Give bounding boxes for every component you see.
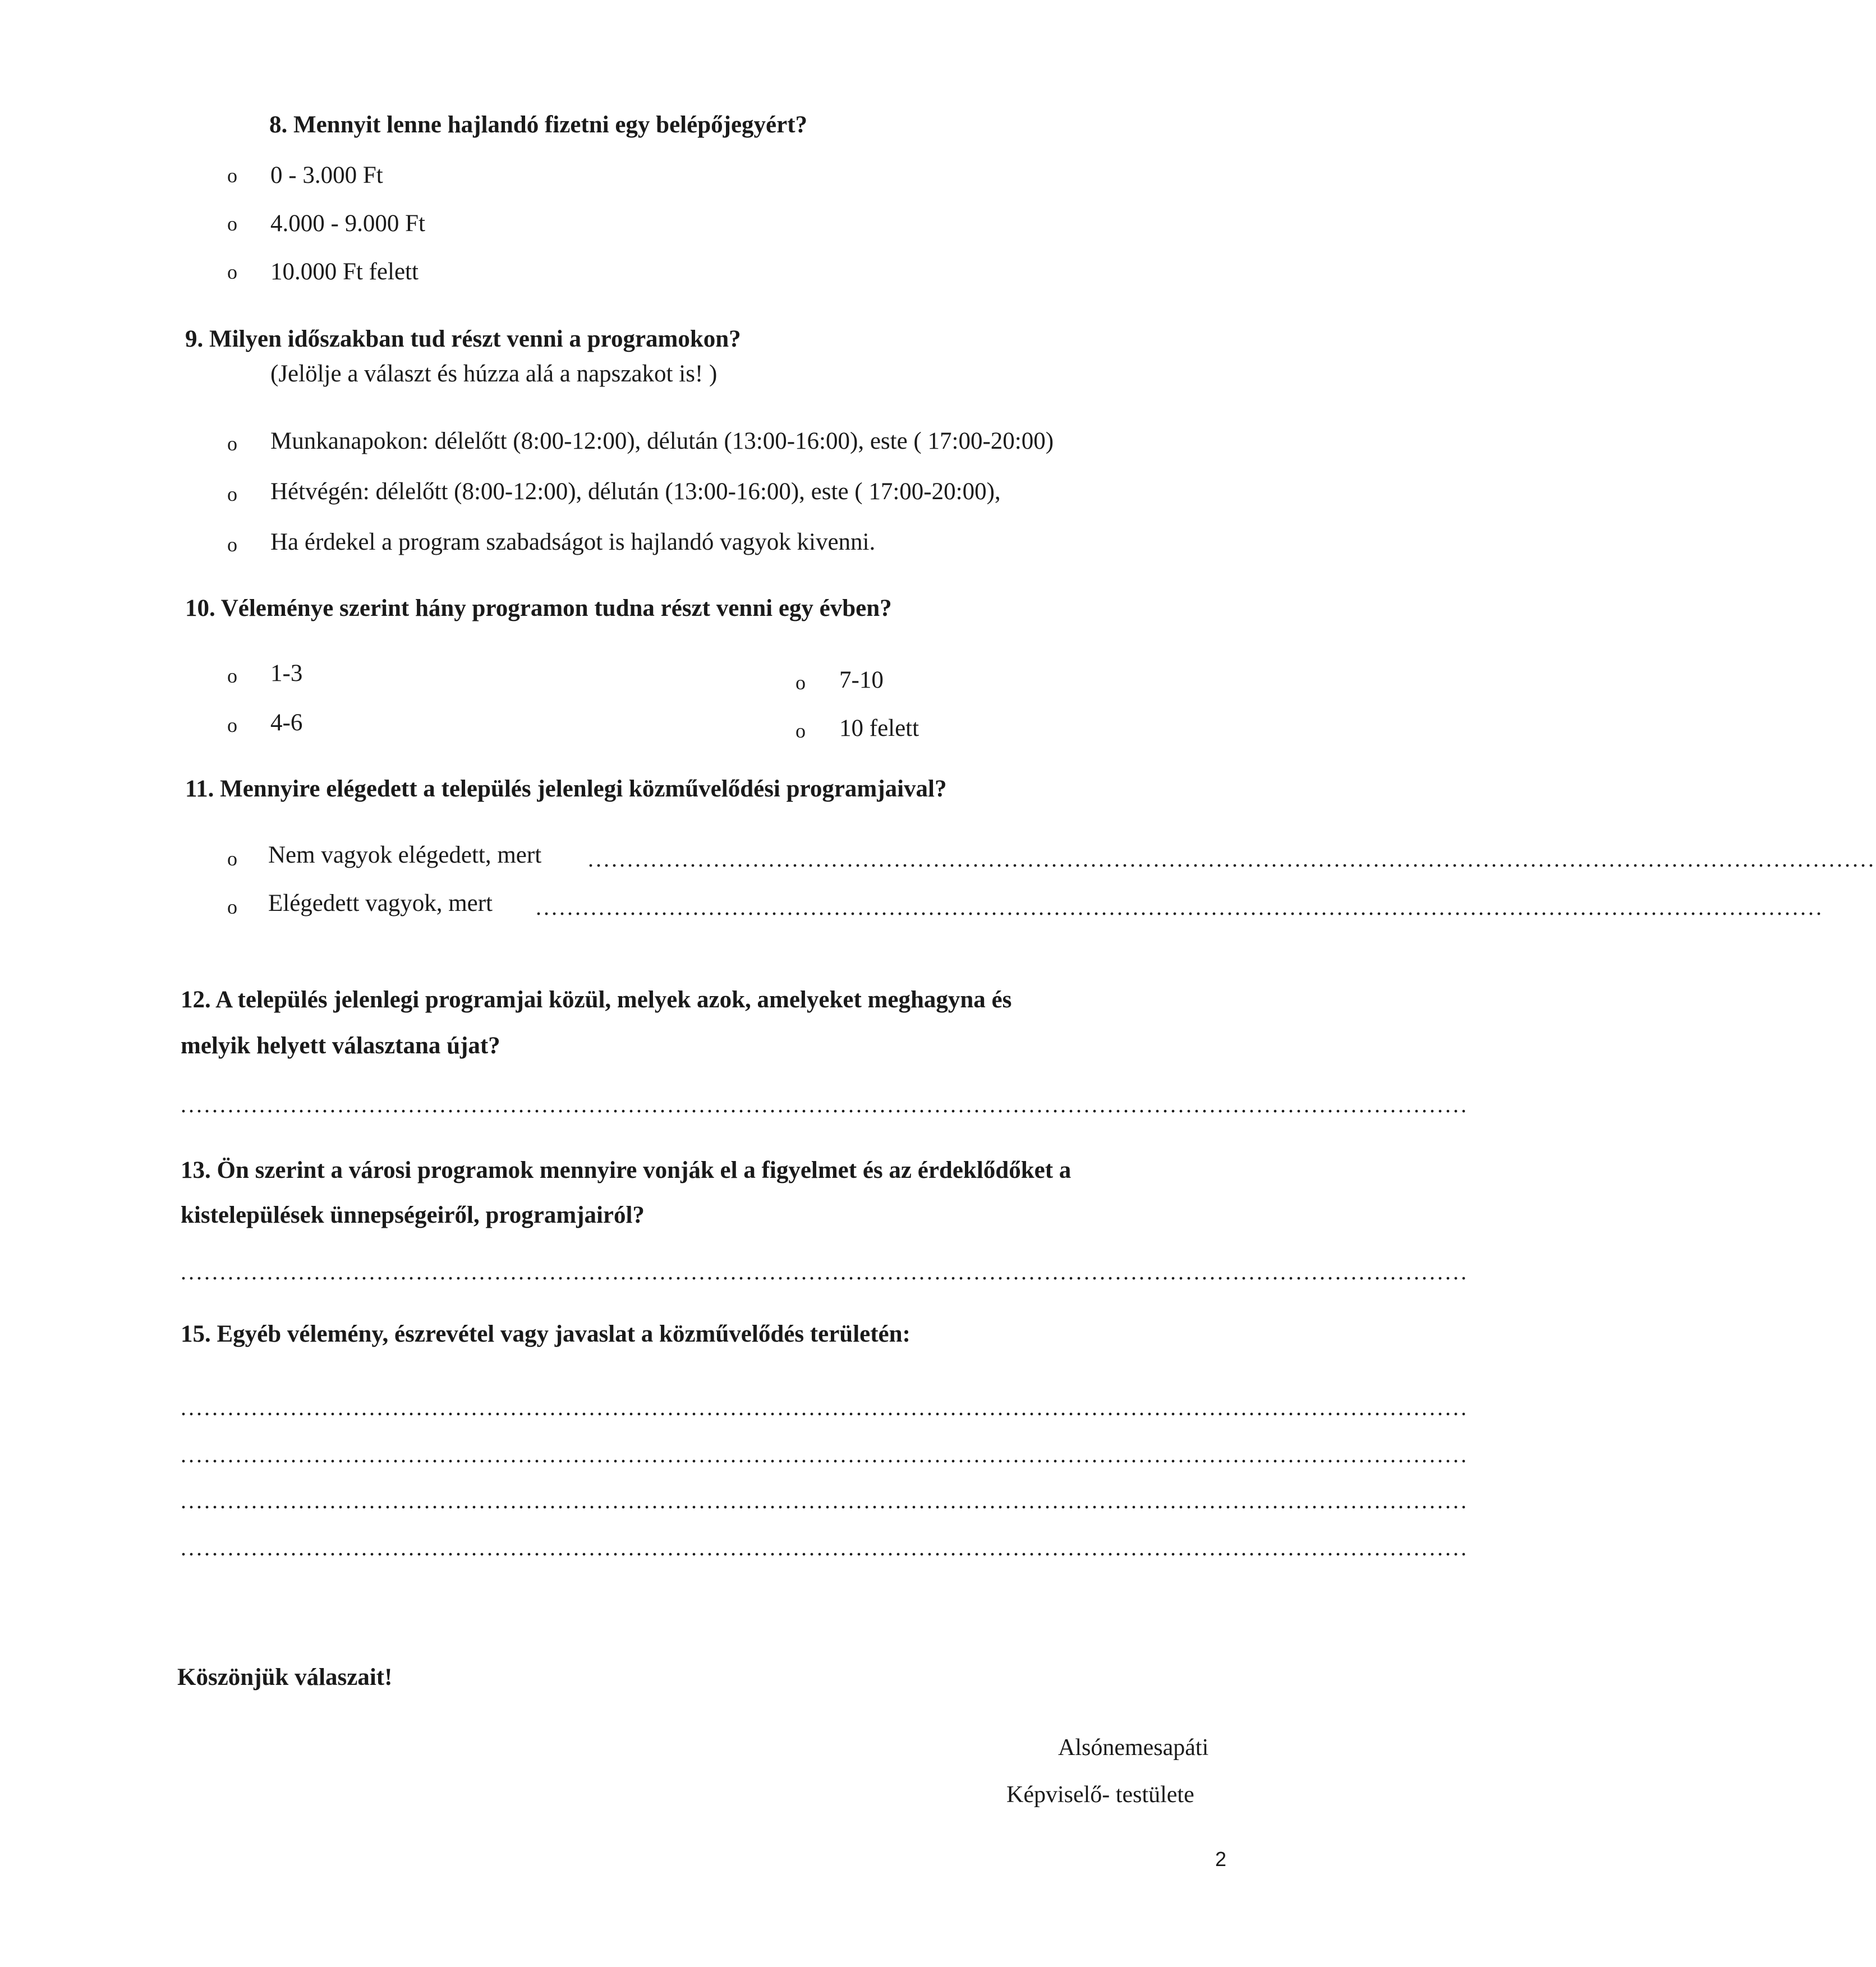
q8-opt2-radio[interactable]: o [227,213,237,235]
q9-opt3-label: Ha érdekel a program szabadságot is hajlandó vagyok kivenni. [270,529,876,555]
q11-opt2-answer-line[interactable]: .................................................................................................................................................................... [536,895,1824,920]
q11-opt1-label: Nem vagyok elégedett, mert [268,842,542,868]
q12-title-line1: 12. A település jelenlegi programjai közül, melyek azok, amelyeket meghagyna és [181,987,1012,1013]
q10-opt3-label: 7-10 [839,667,884,693]
q10-opt4-radio[interactable]: o [796,720,806,742]
q9-title: 9. Milyen időszakban tud részt venni a programokon? [185,326,741,352]
q9-opt2-label: Hétvégén: délelőtt (8:00-12:00), délután (13:00-16:00), este ( 17:00-20:00), [270,478,1001,505]
q11-title: 11. Mennyire elégedett a település jelenlegi közművelődési programjaival? [185,776,947,802]
q15-answer-line-3[interactable]: .................................................................................................................................................................... [181,1488,1469,1513]
q10-opt1-radio[interactable]: o [227,665,237,687]
page-number: 2 [1215,1848,1227,1871]
q10-opt2-label: 4-6 [270,710,303,736]
q13-title-line1: 13. Ön szerint a városi programok mennyire vonják el a figyelmet és az érdeklődőket a [181,1157,1072,1183]
q11-opt2-radio[interactable]: o [227,896,237,918]
signature-line1: Alsónemesapáti [1058,1735,1209,1761]
q8-opt1-label: 0 - 3.000 Ft [270,162,383,188]
q10-opt1-label: 1-3 [270,660,303,687]
q15-answer-line-1[interactable]: .................................................................................................................................................................... [181,1395,1469,1420]
q10-opt3-radio[interactable]: o [796,671,806,694]
q8-title: 8. Mennyit lenne hajlandó fizetni egy belépőjegyért? [269,112,808,138]
signature-line2: Képviselő- testülete [1006,1782,1194,1808]
q10-opt2-radio[interactable]: o [227,714,237,736]
q9-opt2-radio[interactable]: o [227,483,237,505]
q11-opt2-label: Elégedett vagyok, mert [268,890,493,916]
thanks-text: Köszönjük válaszait! [177,1664,393,1690]
q11-opt1-answer-line[interactable]: .................................................................................................................................................................... [588,846,1876,872]
q12-title-line2: melyik helyett választana újat? [181,1033,500,1059]
q9-opt1-radio[interactable]: o [227,432,237,455]
q8-opt1-radio[interactable]: o [227,164,237,187]
q8-opt2-label: 4.000 - 9.000 Ft [270,210,425,237]
q8-opt3-radio[interactable]: o [227,261,237,283]
q15-answer-line-4[interactable]: .................................................................................................................................................................... [181,1535,1469,1560]
q10-title: 10. Véleménye szerint hány programon tudna részt venni egy évben? [185,595,892,621]
q9-opt1-label: Munkanapokon: délelőtt (8:00-12:00), délután (13:00-16:00), este ( 17:00-20:00) [270,428,1054,454]
q15-title: 15. Egyéb vélemény, észrevétel vagy javaslat a közművelődés területén: [181,1321,911,1347]
q13-answer-line[interactable]: .................................................................................................................................................................... [181,1259,1469,1284]
q12-answer-line[interactable]: .................................................................................................................................................................... [181,1092,1469,1117]
q9-subtitle: (Jelölje a választ és húzza alá a napszakot is! ) [270,361,718,387]
q9-opt3-radio[interactable]: o [227,533,237,556]
q10-opt4-label: 10 felett [839,715,919,741]
q15-answer-line-2[interactable]: .................................................................................................................................................................... [181,1442,1469,1467]
q8-opt3-label: 10.000 Ft felett [270,259,419,285]
q13-title-line2: kistelepülések ünnepségeiről, programjairól? [181,1202,645,1228]
q11-opt1-radio[interactable]: o [227,847,237,870]
